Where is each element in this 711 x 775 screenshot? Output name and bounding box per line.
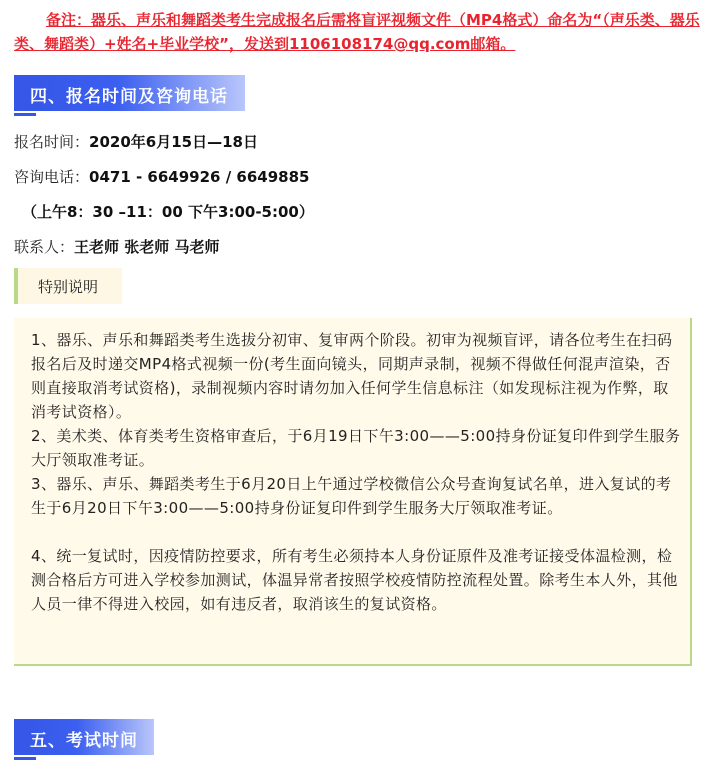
section-header-registration	[14, 75, 245, 115]
section-header-accent	[14, 757, 36, 760]
contact-line	[14, 236, 219, 257]
section-header-accent	[14, 113, 36, 116]
registration-time-line	[14, 131, 258, 152]
special-note-item: 3、器乐、声乐、舞蹈类考生于6月20日上午通过学校微信公众号查询复试名单，进入复试的考生于6月20日下午3:00——5:00持身份证复印件到学生服务大厅领取准考证。	[31, 475, 672, 517]
special-notes-title: 特别说明	[38, 278, 99, 296]
registration-time-label: 报名时间：	[14, 133, 90, 151]
special-notes-tag	[14, 268, 122, 304]
registration-time-value: 2020年6月15日—18日	[89, 133, 258, 151]
contact-value: 王老师 张老师 马老师	[74, 238, 220, 256]
special-note-item: 2、美术类、体育类考生资格审查后，于6月19日下午3:00——5:00持身份证复印件到学生服务大厅领取准考证。	[31, 427, 681, 469]
notice-text: 备注：器乐、声乐和舞蹈类考生完成报名后需将盲评视频文件（MP4格式）命名为“（声乐类、器乐类、舞蹈类）+姓名+毕业学校”，发送到1106108174@qq.com邮箱。	[14, 11, 700, 53]
phone-value: 0471 - 6649926 / 6649885	[89, 168, 310, 186]
special-note-item: 4、统一复试时，因疫情防控要求，所有考生必须持本人身份证原件及准考证接受体温检测，检测合格后方可进入学校参加测试，体温异常者按照学校疫情防控流程处置。除考生本人外，其他人员一律不得进入校园，如有违反者，取消该生的复试资格。	[31, 547, 678, 613]
section-header-title: 五、考试时间	[30, 731, 138, 751]
contact-label: 联系人：	[14, 238, 75, 256]
section-header-exam-time	[14, 719, 245, 759]
special-notes-box	[14, 318, 692, 666]
section-header-title: 四、报名时间及咨询电话	[30, 87, 228, 107]
special-note-item: 1、器乐、声乐和舞蹈类考生选拔分初审、复审两个阶段。初审为视频盲评，请各位考生在扫码报名后及时递交MP4格式视频一份(考生面向镜头，同期声录制，视频不得做任何混声渲染，否则直接取消考试资格)，录制视频内容时请勿加入任何学生信息标注（如发现标注视为作弊，取消考试资格）。	[31, 331, 673, 421]
phone-line	[14, 166, 309, 187]
phone-label: 咨询电话：	[14, 168, 90, 186]
office-hours: （上午8：30 –11：00 下午3:00-5:00）	[22, 203, 314, 221]
